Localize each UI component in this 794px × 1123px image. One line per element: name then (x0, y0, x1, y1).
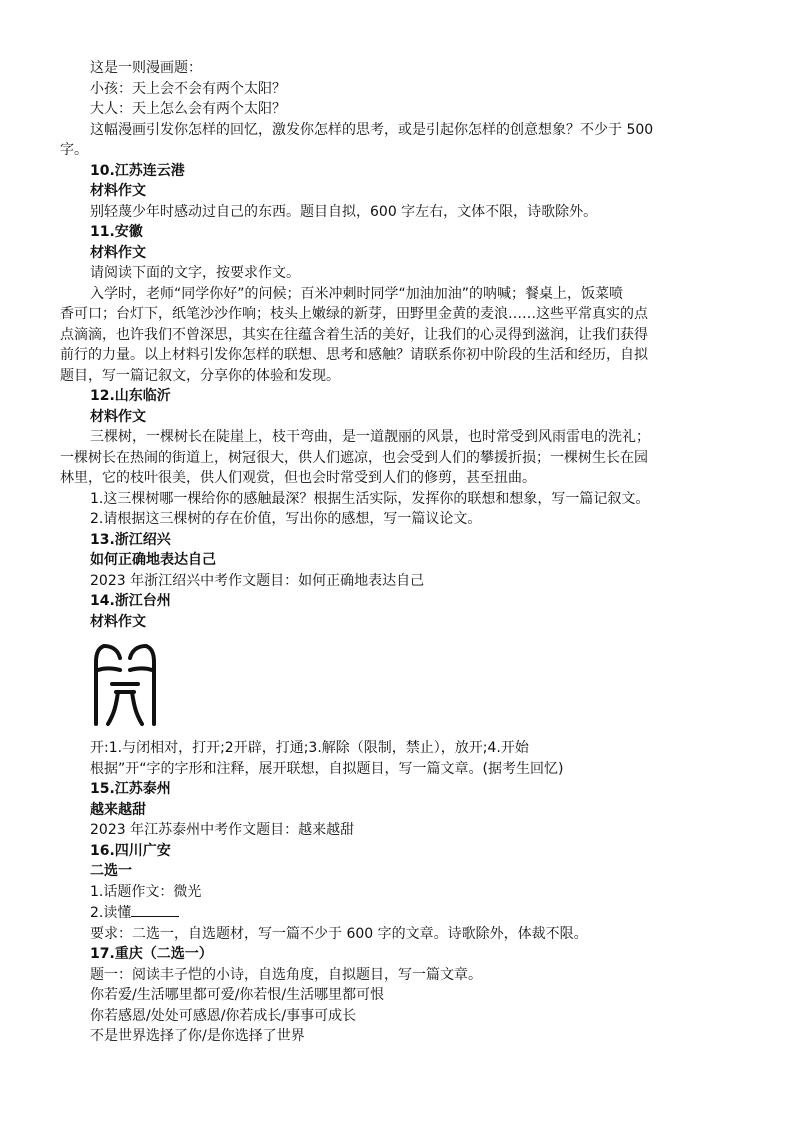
fill-in-blank (131, 902, 179, 917)
section-body: 根据”开“字的字形和注释，展开联想，自拟题目，写一篇文章。(据考生回忆) (90, 760, 564, 777)
seal-script-kai-icon (90, 640, 160, 730)
section-body: 三棵树，一棵树长在陡崖上，枝干弯曲，是一道靓丽的风景，也时常受到风雨雷电的洗礼； (90, 429, 650, 445)
intro-line: 小孩：天上会不会有两个太阳？ (90, 80, 286, 97)
section-question: 2.请根据这三棵树的存在价值，写出你的感想，写一篇议论文。 (90, 511, 482, 527)
section-type: 材料作文 (90, 183, 146, 199)
seal-script-kai-image (90, 640, 160, 730)
section-body: 开:1.与闭相对，打开;2开辟，打通;3.解除（限制，禁止），放开;4.开始 (90, 740, 529, 756)
intro-line: 字。 (60, 142, 88, 158)
section-type: 越来越甜 (90, 801, 146, 818)
section-body: 要求：二选一，自选题材，写一篇不少于 600 字的文章。诗歌除外，体裁不限。 (90, 925, 588, 942)
section-type: 材料作文 (90, 408, 146, 425)
section-heading: 10.江苏连云港 (90, 162, 185, 179)
section-body: 请阅读下面的文字，按要求作文。 (90, 265, 300, 281)
section-heading: 13.浙江绍兴 (90, 531, 171, 548)
section-type: 如何正确地表达自己 (90, 552, 216, 568)
section-heading: 12.山东临沂 (90, 388, 171, 404)
section-heading: 17.重庆（二选一） (90, 946, 213, 962)
document-page (60, 58, 740, 1047)
option-text: 2.读懂 (90, 905, 132, 921)
section-body: 别轻蔑少年时感动过自己的东西。题目自拟，600 字左右，文体不限，诗歌除外。 (90, 203, 598, 220)
section-body: 前行的力量。以上材料引发你怎样的联想、思考和感触？请联系你初中阶段的生活和经历，自拟 (60, 347, 648, 363)
section-option: 1.话题作文：微光 (90, 883, 202, 900)
section-heading: 14.浙江台州 (90, 593, 171, 609)
section-body: 题一：阅读丰子恺的小诗，自选角度，自拟题目，写一篇文章。 (90, 966, 482, 983)
section-type: 二选一 (90, 863, 132, 879)
section-body: 一棵树长在热闹的街道上，树冠很大，供人们遮凉，也会受到人们的攀援折损；一棵树生长在园 (60, 449, 648, 466)
poem-line: 不是世界选择了你/是你选择了世界 (90, 1028, 305, 1044)
section-question: 1.这三棵树哪一棵给你的感触最深？根据生活实际，发挥你的联想和想象，写一篇记叙文。 (90, 490, 650, 507)
section-heading: 15.江苏泰州 (90, 781, 171, 797)
intro-line: 大人：天上怎么会有两个太阳？ (90, 101, 286, 117)
section-heading: 16.四川广安 (90, 842, 171, 859)
section-body: 2023 年浙江绍兴中考作文题目：如何正确地表达自己 (90, 572, 425, 589)
section-body: 点滴滴，也许我们不曾深思，其实在往蕴含着生活的美好，让我们的心灵得到滋润，让我们获得 (60, 326, 648, 343)
intro-line: 这是一则漫画题： (90, 60, 202, 76)
section-body: 林里，它的枝叶很美，供人们观赏，但也会时常受到人们的修剪，甚至扭曲。 (60, 470, 536, 486)
intro-line: 这幅漫画引发你怎样的回忆，激发你怎样的思考，或是引起你怎样的创意想象？不少于 500 (90, 121, 654, 138)
section-body: 入学时，老师“同学你好”的问候；百米冲刺时同学“加油加油”的呐喊；餐桌上，饭菜喷 (90, 285, 624, 302)
poem-line: 你若爱/生活哪里都可爱/你若恨/生活哪里都可恨 (90, 987, 385, 1003)
section-body: 题目，写一篇记叙文，分享你的体验和发现。 (60, 367, 340, 384)
section-type: 材料作文 (90, 613, 146, 630)
section-type: 材料作文 (90, 244, 146, 261)
section-body: 香可口；台灯下，纸笔沙沙作响；枝头上嫩绿的新芽，田野里金黄的麦浪……这些平常真实的点 (60, 306, 648, 322)
section-heading: 11.安徽 (90, 224, 143, 240)
section-option (60, 902, 740, 924)
section-body: 2023 年江苏泰州中考作文题目：越来越甜 (90, 822, 355, 838)
poem-line: 你若感恩/处处可感恩/你若成长/事事可成长 (90, 1007, 357, 1024)
